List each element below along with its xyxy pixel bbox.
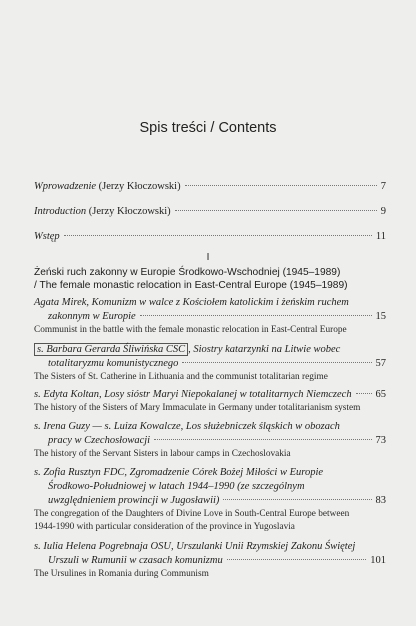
leader-dots	[64, 235, 372, 236]
entry-english-title: Communist in the battle with the female monastic relocation in East-Central Europe	[34, 325, 347, 335]
leader-dots	[185, 185, 377, 186]
page-title: Spis treści / Contents	[139, 120, 277, 136]
entry-line: Agata Mirek, Komunizm w walce z Kościołem katolickim i żeńskim ruchem	[34, 297, 349, 308]
page-number: 73	[375, 435, 386, 446]
entry-author: (Jerzy Kłoczowski)	[96, 181, 181, 192]
entry-english-title: 1944-1990 with particular consideration of the province in Yugoslavia	[34, 521, 295, 532]
entry-line: Środkowo-Południowej w latach 1944–1990 (ze szczególnym	[48, 481, 305, 492]
page-number: 101	[370, 555, 386, 566]
toc-entry[interactable]	[34, 296, 386, 337]
entry-english-title: The Ursulines in Romania during Communism	[34, 569, 209, 579]
page-number: 9	[380, 206, 386, 217]
entry-author-boxed: s. Barbara Gerarda Śliwińska CSC	[34, 343, 188, 356]
leader-dots	[223, 499, 371, 500]
leader-dots	[227, 559, 367, 560]
entry-line: zakonnym w Europie	[48, 311, 136, 322]
page-number: 15	[375, 311, 386, 322]
entry-line: uwzględnieniem prowincji w Jugosławii)	[48, 495, 220, 506]
entry-english-title: The history of the Servant Sisters in labour camps in Czechoslovakia	[34, 449, 291, 459]
entry-line: totalitaryzmu komunistycznego	[48, 358, 179, 369]
leader-dots	[356, 393, 372, 394]
toc-entry-introduction-pl[interactable]	[34, 180, 386, 194]
leader-dots	[182, 362, 371, 363]
toc-entry[interactable]	[34, 466, 386, 533]
entry-title: Wstęp	[34, 231, 60, 242]
toc-entry[interactable]	[34, 420, 386, 461]
page-number: 11	[375, 231, 386, 242]
section-number: I	[206, 252, 210, 263]
entry-line: s. Zofia Rusztyn FDC, Zgromadzenie Córek Bożej Miłości w Europie	[34, 467, 324, 478]
section-title	[34, 266, 386, 292]
leader-dots	[175, 210, 377, 211]
leader-dots	[154, 439, 371, 440]
toc-entry-preface[interactable]	[34, 230, 386, 244]
entry-author: (Jerzy Kłoczowski)	[86, 206, 171, 217]
toc-entry[interactable]	[34, 388, 386, 415]
entry-title: Wprowadzenie	[34, 181, 97, 192]
section-title-pl: Żeński ruch zakonny w Europie Środkowo-Wschodniej (1945–1989)	[34, 267, 341, 278]
entry-line: s. Edyta Koltan, Losy sióstr Maryi Niepokalanej w totalitarnych Niemczech	[34, 389, 352, 400]
entry-english-title: The Sisters of St. Catherine in Lithuania and the communist totalitarian regime	[34, 372, 328, 382]
entry-line: s. Irena Guzy — s. Luiza Kowalcze, Los służebniczek śląskich w obozach	[34, 421, 340, 432]
section-title-en: / The female monastic relocation in East-Central Europe (1945–1989)	[34, 280, 348, 291]
page-number: 65	[375, 389, 386, 400]
page-number: 7	[380, 181, 386, 192]
page-number: 83	[375, 495, 386, 506]
entry-line: pracy w Czechosłowacji	[48, 435, 151, 446]
page-number: 57	[375, 358, 386, 369]
toc-entry[interactable]	[34, 540, 386, 581]
toc-entry[interactable]	[34, 343, 386, 384]
entry-line: s. Iulia Helena Pogrebnaja OSU, Urszulanki Unii Rzymskiej Zakonu Świętej	[34, 541, 356, 552]
entry-english-title: The congregation of the Daughters of Divine Love in South-Central Europe between	[34, 509, 350, 519]
leader-dots	[140, 315, 372, 316]
entry-title: Introduction	[34, 206, 87, 217]
entry-line: , Siostry katarzynki na Litwie wobec	[188, 344, 341, 355]
toc-entry-introduction-en[interactable]	[34, 205, 386, 219]
entry-line: Urszuli w Rumunii w czasach komunizmu	[48, 555, 223, 566]
entry-english-title: The history of the Sisters of Mary Immaculate in Germany under totalitarianism system	[34, 403, 361, 413]
